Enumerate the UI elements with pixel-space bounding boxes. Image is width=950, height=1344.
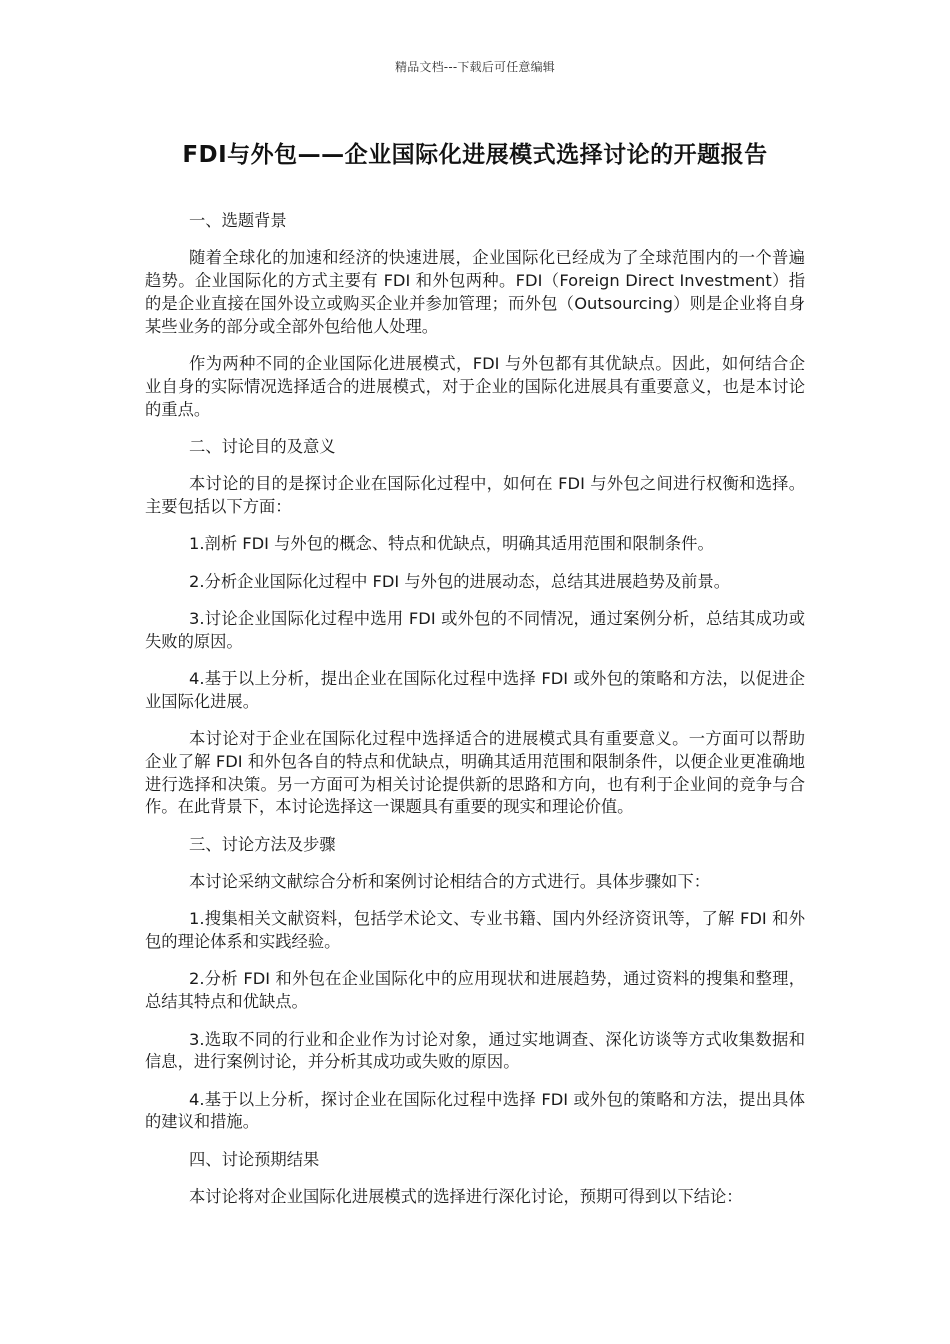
section-heading-expected-results: 四、讨论预期结果	[189, 1149, 320, 1169]
list-item: 1.剖析 FDI 与外包的概念、特点和优缺点，明确其适用范围和限制条件。	[189, 534, 714, 554]
list-item: 3.讨论企业国际化过程中选用 FDI 或外包的不同情况，通过案例分析，总结其成功或失败的原因。	[145, 608, 805, 651]
section-heading-purpose: 二、讨论目的及意义	[189, 436, 336, 456]
paragraph: 本讨论采纳文献综合分析和案例讨论相结合的方式进行。具体步骤如下：	[189, 872, 711, 892]
paragraph: 随着全球化的加速和经济的快速进展，企业国际化已经成为了全球范围内的一个普遍趋势。企业国际化的方式主要有 FDI 和外包两种。FDI（Foreign Direct Investment）指的是企业直接在国外设立或购买企业并参加管理；而外包（Outsourcing）则是企业将自身某些业务的部分或全部外包给他人处理。	[145, 248, 805, 336]
paragraph: 作为两种不同的企业国际化进展模式，FDI 与外包都有其优缺点。因此，如何结合企业自身的实际情况选择适合的进展模式，对于企业的国际化进展具有重要意义，也是本讨论的重点。	[145, 353, 805, 419]
document-body	[145, 210, 805, 1223]
paragraph: 本讨论将对企业国际化进展模式的选择进行深化讨论，预期可得到以下结论：	[189, 1187, 743, 1206]
list-item: 3.选取不同的行业和企业作为讨论对象，通过实地调查、深化访谈等方式收集数据和信息，进行案例讨论，并分析其成功或失败的原因。	[145, 1029, 805, 1072]
paragraph: 本讨论对于企业在国际化过程中选择适合的进展模式具有重要意义。一方面可以帮助企业了解 FDI 和外包各自的特点和优缺点，明确其适用范围和限制条件，以便企业更准确地进行选择和决策。另一方面可为相关讨论提供新的思路和方向，也有利于企业间的竞争与合作。在此背景下，本讨论选择这一课题具有重要的现实和理论价值。	[145, 729, 805, 817]
section-heading-background: 一、选题背景	[189, 211, 287, 230]
section-heading-methods: 三、讨论方法及步骤	[189, 834, 336, 854]
list-item: 2.分析 FDI 和外包在企业国际化中的应用现状和进展趋势，通过资料的搜集和整理，总结其特点和优缺点。	[145, 969, 805, 1012]
header-note: 精品文档---下载后可任意编辑	[395, 60, 555, 74]
list-item: 1.搜集相关文献资料，包括学术论文、专业书籍、国内外经济资讯等，了解 FDI 和外包的理论体系和实践经验。	[145, 909, 805, 952]
document-title: FDI与外包——企业国际化进展模式选择讨论的开题报告	[182, 142, 768, 168]
paragraph: 本讨论的目的是探讨企业在国际化过程中，如何在 FDI 与外包之间进行权衡和选择。主要包括以下方面：	[145, 474, 805, 516]
list-item: 2.分析企业国际化过程中 FDI 与外包的进展动态，总结其进展趋势及前景。	[189, 571, 731, 591]
list-item: 4.基于以上分析，探讨企业在国际化过程中选择 FDI 或外包的策略和方法，提出具体的建议和措施。	[145, 1089, 805, 1132]
list-item: 4.基于以上分析，提出企业在国际化过程中选择 FDI 或外包的策略和方法，以促进企业国际化进展。	[145, 668, 805, 711]
